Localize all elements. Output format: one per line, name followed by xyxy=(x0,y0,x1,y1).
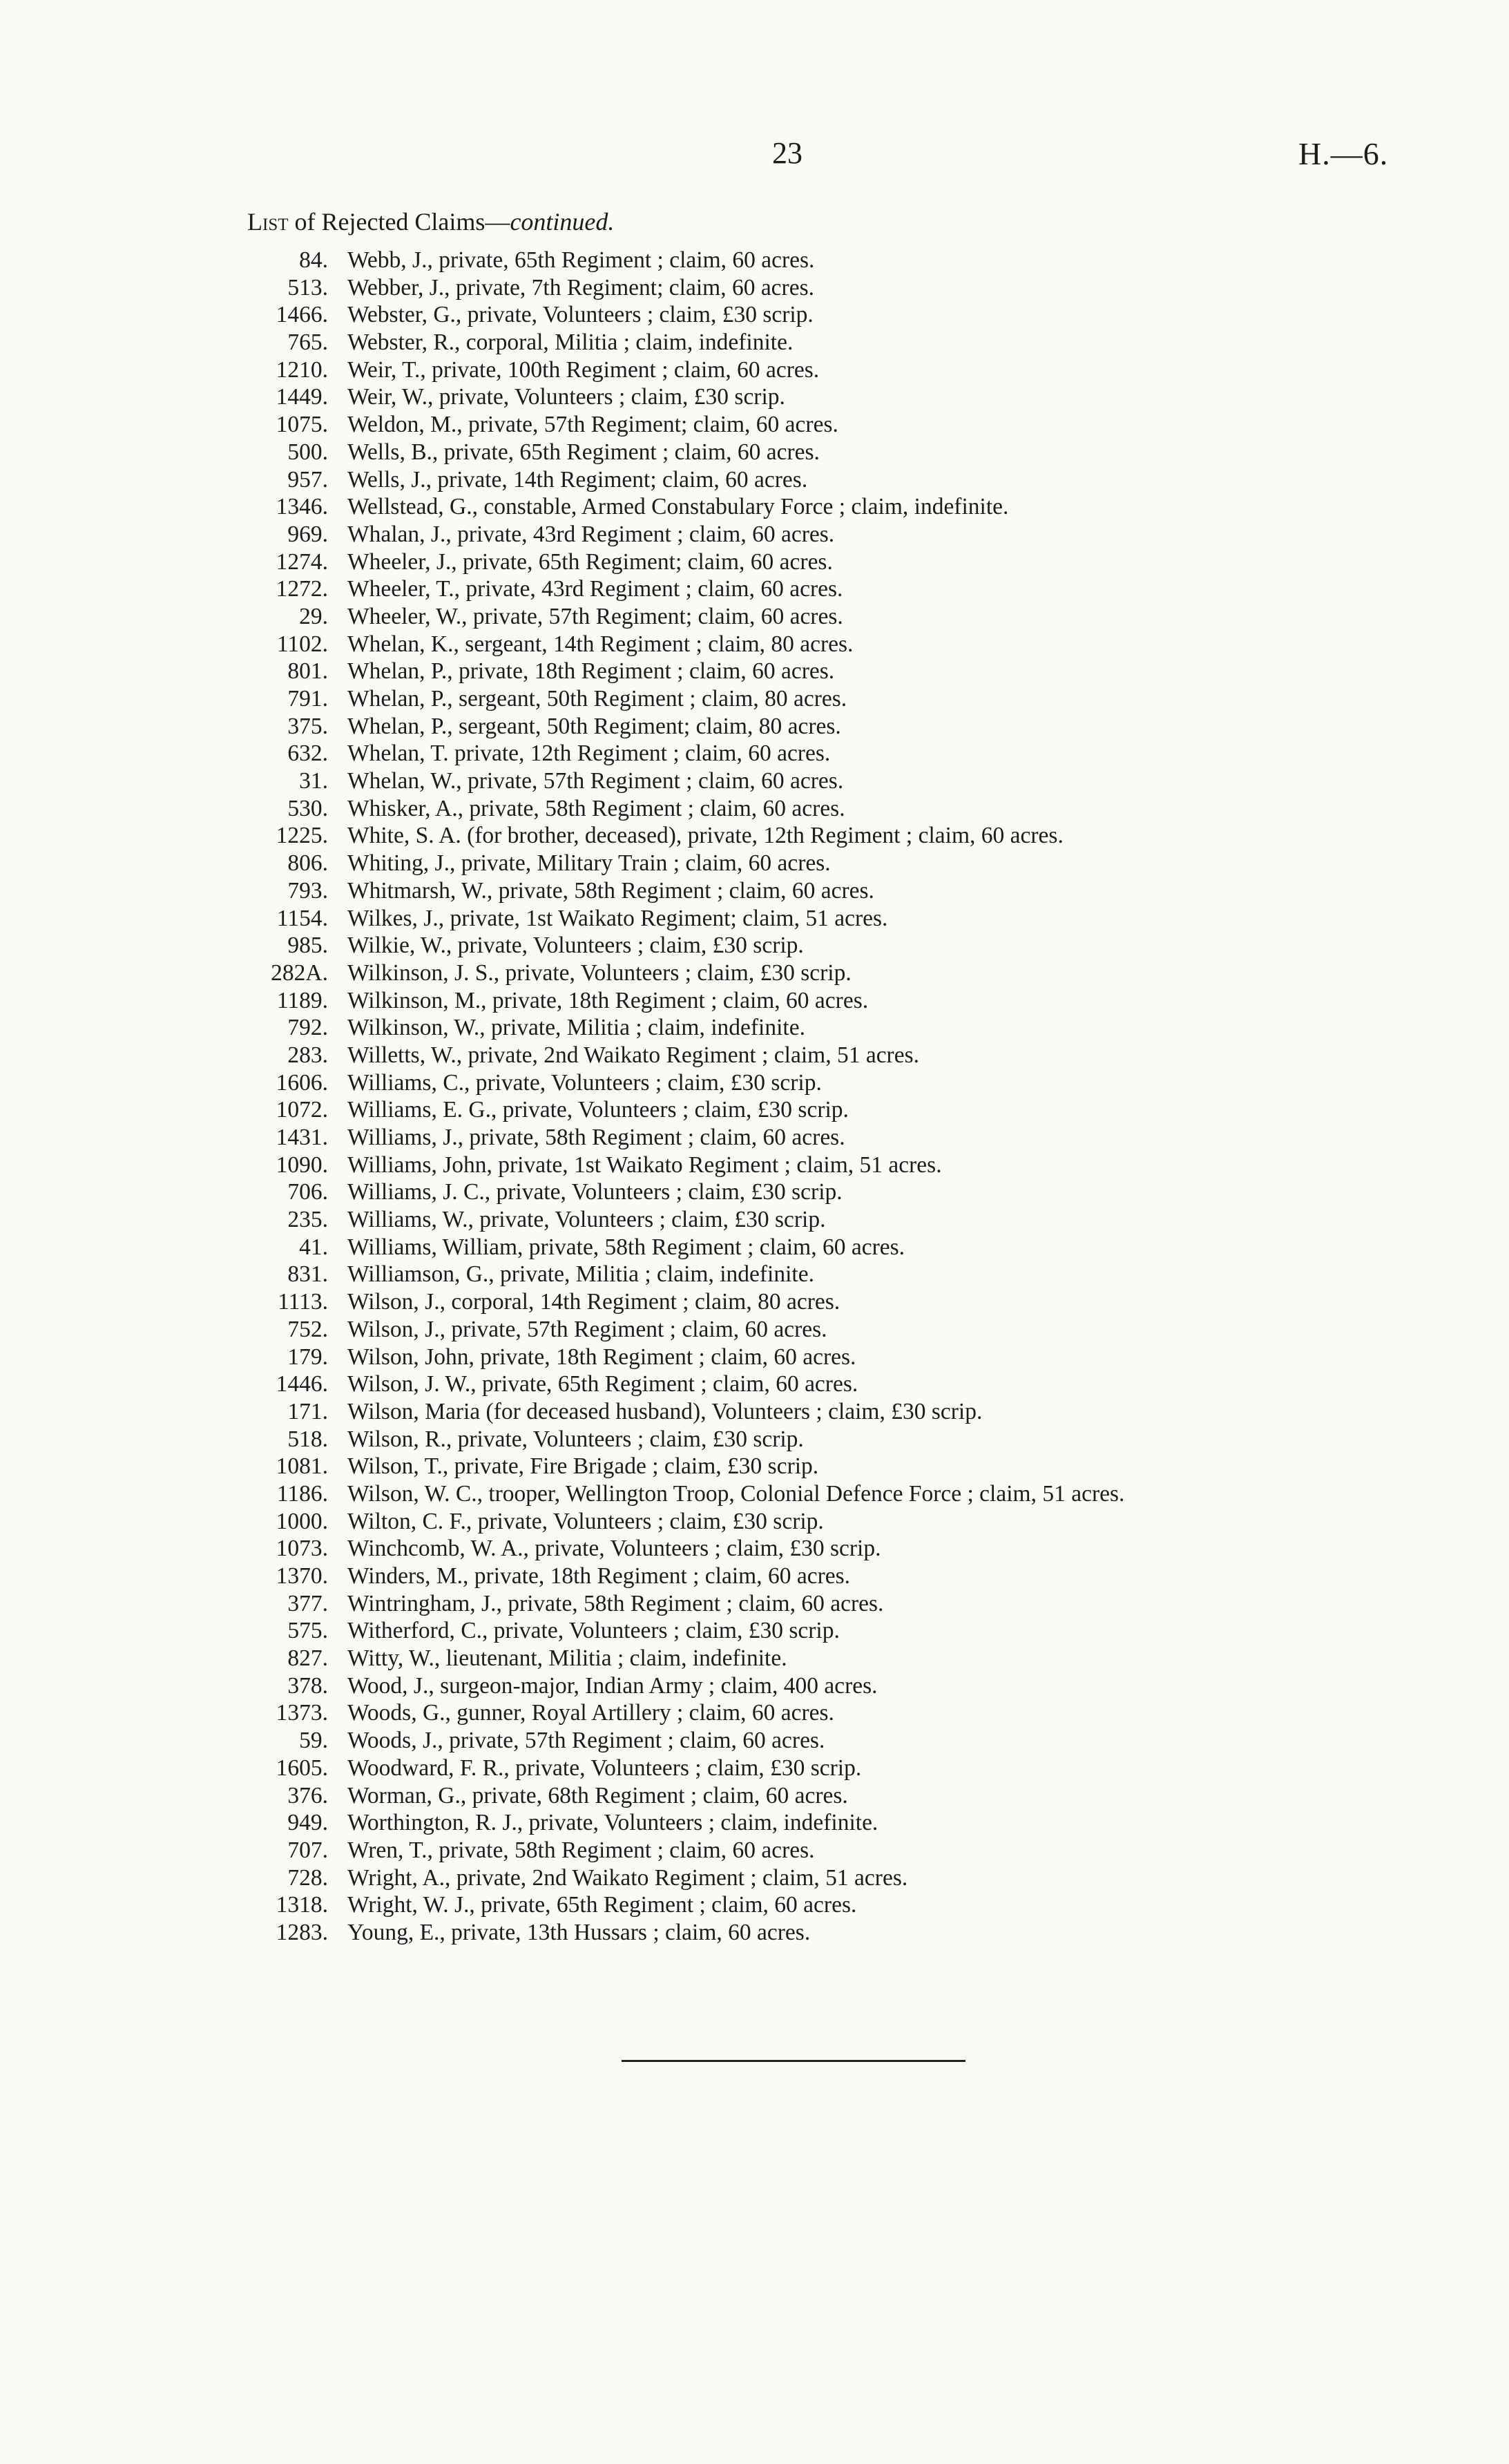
list-item xyxy=(235,1014,1492,1042)
list-item xyxy=(235,1809,1492,1837)
claim-number: 1346. xyxy=(276,494,328,520)
claim-text: Wilson, W. C., trooper, Wellington Troop, Colonial Defence Force ; claim, 51 acres. xyxy=(347,1480,1125,1507)
claim-number: 84. xyxy=(299,247,328,273)
list-item xyxy=(235,1617,1492,1645)
claim-text: Weir, W., private, Volunteers ; claim, £30 scrip. xyxy=(347,384,785,410)
list-item xyxy=(235,1453,1492,1480)
list-item xyxy=(235,658,1492,685)
claim-number: 957. xyxy=(287,466,328,493)
list-item xyxy=(235,1891,1492,1919)
list-item xyxy=(235,713,1492,741)
list-header xyxy=(247,207,614,236)
list-header-text: of Rejected Claims— xyxy=(288,208,510,236)
claim-text: Winchcomb, W. A., private, Volunteers ; claim, £30 scrip. xyxy=(347,1536,881,1562)
claim-number: 283. xyxy=(287,1042,328,1068)
claim-number: 513. xyxy=(287,274,328,300)
claim-number: 1000. xyxy=(276,1508,328,1534)
list-item xyxy=(235,301,1492,329)
claim-number: 1073. xyxy=(276,1536,328,1562)
list-item xyxy=(235,1727,1492,1755)
list-item xyxy=(235,1234,1492,1261)
list-item xyxy=(235,1124,1492,1152)
claim-text: Williams, John, private, 1st Waikato Regiment ; claim, 51 acres. xyxy=(347,1152,942,1178)
claim-number: 1189. xyxy=(276,987,328,1013)
claim-text: Webster, G., private, Volunteers ; claim, £30 scrip. xyxy=(347,302,814,328)
claim-text: Wilkinson, W., private, Militia ; claim, indefinite. xyxy=(347,1015,805,1041)
claim-text: Wilson, R., private, Volunteers ; claim, £30 scrip. xyxy=(347,1426,804,1452)
claim-text: Weldon, M., private, 57th Regiment; claim, 60 acres. xyxy=(347,412,838,438)
claim-text: Whiting, J., private, Military Train ; claim, 60 acres. xyxy=(347,850,831,877)
list-item xyxy=(235,1672,1492,1700)
claim-text: Whelan, P., private, 18th Regiment ; claim, 60 acres. xyxy=(347,658,835,685)
claim-number: 1081. xyxy=(276,1453,328,1480)
claim-number: 1606. xyxy=(276,1069,328,1096)
list-item xyxy=(235,383,1492,411)
claim-number: 530. xyxy=(287,795,328,821)
list-item xyxy=(235,767,1492,795)
list-item xyxy=(235,1178,1492,1206)
claim-number: 59. xyxy=(299,1728,328,1754)
list-item xyxy=(235,905,1492,933)
claim-text: Wheeler, J., private, 65th Regiment; claim, 60 acres. xyxy=(347,548,833,575)
claim-number: 831. xyxy=(287,1261,328,1288)
claim-text: Williams, J. C., private, Volunteers ; claim, £30 scrip. xyxy=(347,1179,843,1205)
list-item xyxy=(235,1096,1492,1124)
claim-text: Wells, B., private, 65th Regiment ; claim, 60 acres. xyxy=(347,439,820,465)
document-code: H.—6. xyxy=(1298,136,1389,171)
list-item xyxy=(235,1590,1492,1618)
claim-text: Williams, William, private, 58th Regiment ; claim, 60 acres. xyxy=(347,1234,905,1260)
claim-text: Wilkie, W., private, Volunteers ; claim, £30 scrip. xyxy=(347,933,804,959)
claim-number: 1466. xyxy=(276,302,328,328)
claim-text: Worthington, R. J., private, Volunteers ; claim, indefinite. xyxy=(347,1810,878,1836)
claim-text: Williams, J., private, 58th Regiment ; claim, 60 acres. xyxy=(347,1125,845,1150)
claim-text: Wren, T., private, 58th Regiment ; claim, 60 acres. xyxy=(347,1837,815,1863)
claim-text: Webber, J., private, 7th Regiment; claim, 60 acres. xyxy=(347,274,814,300)
page-number: 23 xyxy=(772,136,802,170)
claim-text: Wright, A., private, 2nd Waikato Regiment ; claim, 51 acres. xyxy=(347,1864,908,1891)
claim-number: 1090. xyxy=(276,1152,328,1178)
claim-text: Wilson, Maria (for deceased husband), Volunteers ; claim, £30 scrip. xyxy=(347,1398,983,1424)
claim-number: 377. xyxy=(287,1590,328,1616)
list-item xyxy=(235,439,1492,466)
list-item xyxy=(235,1645,1492,1672)
claim-number: 1210. xyxy=(276,356,328,383)
claim-number: 1373. xyxy=(276,1700,328,1726)
claim-text: Witty, W., lieutenant, Militia ; claim, indefinite. xyxy=(347,1645,787,1672)
claim-number: 1274. xyxy=(276,548,328,575)
claim-text: Wintringham, J., private, 58th Regiment ; claim, 60 acres. xyxy=(347,1590,884,1616)
claim-number: 827. xyxy=(287,1645,328,1672)
list-item xyxy=(235,1261,1492,1288)
claim-number: 969. xyxy=(287,521,328,547)
list-item xyxy=(235,1371,1492,1398)
claim-number: 1113. xyxy=(278,1289,328,1315)
list-header-lead: List xyxy=(247,208,289,236)
claim-number: 41. xyxy=(299,1234,328,1260)
claim-text: Wilkes, J., private, 1st Waikato Regiment; claim, 51 acres. xyxy=(347,905,888,931)
claim-number: 1449. xyxy=(276,384,328,410)
list-item xyxy=(235,1152,1492,1179)
claim-number: 1072. xyxy=(276,1097,328,1123)
claim-number: 171. xyxy=(287,1398,328,1424)
claim-text: Williamson, G., private, Militia ; claim, indefinite. xyxy=(347,1261,814,1288)
claim-text: Whelan, P., sergeant, 50th Regiment; claim, 80 acres. xyxy=(347,713,841,739)
list-item xyxy=(235,740,1492,767)
claim-number: 575. xyxy=(287,1618,328,1644)
list-item xyxy=(235,274,1492,302)
claim-number: 949. xyxy=(287,1810,328,1836)
claim-text: Whelan, K., sergeant, 14th Regiment ; claim, 80 acres. xyxy=(347,631,854,657)
list-item xyxy=(235,1206,1492,1234)
list-item xyxy=(235,1480,1492,1508)
claim-text: Wilson, T., private, Fire Brigade ; claim, £30 scrip. xyxy=(347,1453,819,1480)
claim-number: 1225. xyxy=(276,823,328,849)
claim-number: 31. xyxy=(299,768,328,794)
claim-text: Wellstead, G., constable, Armed Constabulary Force ; claim, indefinite. xyxy=(347,494,1009,520)
claim-number: 1283. xyxy=(276,1919,328,1945)
claim-text: Winders, M., private, 18th Regiment ; claim, 60 acres. xyxy=(347,1563,851,1589)
claim-text: Woods, J., private, 57th Regiment ; claim, 60 acres. xyxy=(347,1728,825,1754)
list-item xyxy=(235,603,1492,631)
list-item xyxy=(235,795,1492,823)
list-item xyxy=(235,1919,1492,1947)
claim-number: 1605. xyxy=(276,1755,328,1781)
claim-number: 791. xyxy=(287,686,328,711)
list-item xyxy=(235,877,1492,905)
claim-number: 1272. xyxy=(276,576,328,602)
claim-text: Wheeler, W., private, 57th Regiment; claim, 60 acres. xyxy=(347,603,843,629)
list-item xyxy=(235,1837,1492,1864)
list-item xyxy=(235,959,1492,987)
list-item xyxy=(235,1042,1492,1069)
claim-number: 1075. xyxy=(276,412,328,438)
claim-number: 29. xyxy=(299,603,328,629)
claim-text: Woodward, F. R., private, Volunteers ; claim, £30 scrip. xyxy=(347,1755,862,1781)
list-item xyxy=(235,1069,1492,1097)
claim-number: 518. xyxy=(287,1426,328,1452)
list-item xyxy=(235,1755,1492,1782)
claim-text: Whelan, W., private, 57th Regiment ; claim, 60 acres. xyxy=(347,768,844,794)
list-item xyxy=(235,987,1492,1015)
claim-number: 1102. xyxy=(276,631,328,657)
claim-text: Wilson, J. W., private, 65th Regiment ; claim, 60 acres. xyxy=(347,1371,858,1397)
claim-text: Woods, G., gunner, Royal Artillery ; claim, 60 acres. xyxy=(347,1700,834,1726)
claim-number: 500. xyxy=(287,439,328,465)
claim-number: 632. xyxy=(287,741,328,767)
list-item xyxy=(235,1864,1492,1892)
claim-text: Whitmarsh, W., private, 58th Regiment ; claim, 60 acres. xyxy=(347,877,874,904)
list-item xyxy=(235,1344,1492,1371)
list-item xyxy=(235,685,1492,713)
claim-text: Wilson, J., corporal, 14th Regiment ; claim, 80 acres. xyxy=(347,1289,840,1315)
claim-number: 765. xyxy=(287,330,328,356)
claim-text: Wheeler, T., private, 43rd Regiment ; claim, 60 acres. xyxy=(347,576,843,602)
list-item xyxy=(235,575,1492,603)
list-item xyxy=(235,466,1492,494)
claim-text: Whelan, P., sergeant, 50th Regiment ; claim, 80 acres. xyxy=(347,686,847,711)
list-item xyxy=(235,329,1492,356)
claim-text: Wilson, J., private, 57th Regiment ; claim, 60 acres. xyxy=(347,1316,827,1342)
list-item xyxy=(235,1426,1492,1453)
claim-number: 707. xyxy=(287,1837,328,1863)
claim-text: Wilkinson, J. S., private, Volunteers ; claim, £30 scrip. xyxy=(347,959,852,986)
list-item xyxy=(235,1563,1492,1590)
list-item xyxy=(235,631,1492,658)
claim-number: 793. xyxy=(287,877,328,904)
rejected-claims-list xyxy=(235,247,1492,1947)
list-item xyxy=(235,356,1492,384)
list-item xyxy=(235,1535,1492,1563)
claim-number: 375. xyxy=(287,713,328,739)
claim-text: Webster, R., corporal, Militia ; claim, indefinite. xyxy=(347,330,794,356)
list-item xyxy=(235,548,1492,576)
claim-text: White, S. A. (for brother, deceased), private, 12th Regiment ; claim, 60 acres. xyxy=(347,823,1064,849)
list-item xyxy=(235,1508,1492,1536)
list-item xyxy=(235,932,1492,959)
list-item xyxy=(235,521,1492,548)
list-item xyxy=(235,1782,1492,1810)
claim-number: 1154. xyxy=(276,905,328,931)
claim-text: Williams, W., private, Volunteers ; claim, £30 scrip. xyxy=(347,1207,826,1233)
claim-text: Wilson, John, private, 18th Regiment ; claim, 60 acres. xyxy=(347,1344,856,1370)
list-item xyxy=(235,493,1492,521)
claim-text: Young, E., private, 13th Hussars ; claim, 60 acres. xyxy=(347,1919,811,1945)
claim-text: Weir, T., private, 100th Regiment ; claim, 60 acres. xyxy=(347,356,820,383)
claim-text: Willetts, W., private, 2nd Waikato Regiment ; claim, 51 acres. xyxy=(347,1042,919,1068)
list-item xyxy=(235,822,1492,850)
claim-text: Webb, J., private, 65th Regiment ; claim, 60 acres. xyxy=(347,247,815,273)
claim-text: Williams, E. G., private, Volunteers ; claim, £30 scrip. xyxy=(347,1097,849,1123)
list-item xyxy=(235,411,1492,439)
list-item xyxy=(235,850,1492,877)
list-item xyxy=(235,1316,1492,1344)
claim-number: 985. xyxy=(287,933,328,959)
claim-number: 792. xyxy=(287,1015,328,1041)
claim-number: 1370. xyxy=(276,1563,328,1589)
claim-text: Wilton, C. F., private, Volunteers ; claim, £30 scrip. xyxy=(347,1508,824,1534)
claim-number: 752. xyxy=(287,1316,328,1342)
claim-number: 378. xyxy=(287,1672,328,1699)
claim-number: 235. xyxy=(287,1207,328,1233)
claim-number: 376. xyxy=(287,1782,328,1808)
claim-number: 1446. xyxy=(276,1371,328,1397)
claim-text: Wilkinson, M., private, 18th Regiment ; claim, 60 acres. xyxy=(347,987,869,1013)
list-item xyxy=(235,1398,1492,1426)
claim-text: Whelan, T. private, 12th Regiment ; claim, 60 acres. xyxy=(347,741,831,767)
list-item xyxy=(235,1288,1492,1316)
claim-number: 1186. xyxy=(276,1480,328,1507)
claim-number: 728. xyxy=(287,1864,328,1891)
claim-number: 1318. xyxy=(276,1892,328,1918)
claim-number: 179. xyxy=(287,1344,328,1370)
claim-number: 806. xyxy=(287,850,328,877)
claim-number: 801. xyxy=(287,658,328,685)
claim-text: Whisker, A., private, 58th Regiment ; claim, 60 acres. xyxy=(347,795,845,821)
claim-text: Wood, J., surgeon-major, Indian Army ; claim, 400 acres. xyxy=(347,1672,878,1699)
claim-number: 1431. xyxy=(276,1125,328,1150)
list-item xyxy=(235,247,1492,274)
claim-text: Witherford, C., private, Volunteers ; claim, £30 scrip. xyxy=(347,1618,840,1644)
closing-rule xyxy=(622,2060,965,2062)
claim-text: Wells, J., private, 14th Regiment; claim, 60 acres. xyxy=(347,466,808,493)
list-item xyxy=(235,1699,1492,1727)
claim-text: Whalan, J., private, 43rd Regiment ; claim, 60 acres. xyxy=(347,521,835,547)
claim-text: Williams, C., private, Volunteers ; claim, £30 scrip. xyxy=(347,1069,822,1096)
claim-number: 282A. xyxy=(271,959,328,986)
claim-text: Worman, G., private, 68th Regiment ; claim, 60 acres. xyxy=(347,1782,848,1808)
list-header-continued: continued. xyxy=(510,208,615,236)
claim-text: Wright, W. J., private, 65th Regiment ; claim, 60 acres. xyxy=(347,1892,857,1918)
claim-number: 706. xyxy=(287,1179,328,1205)
